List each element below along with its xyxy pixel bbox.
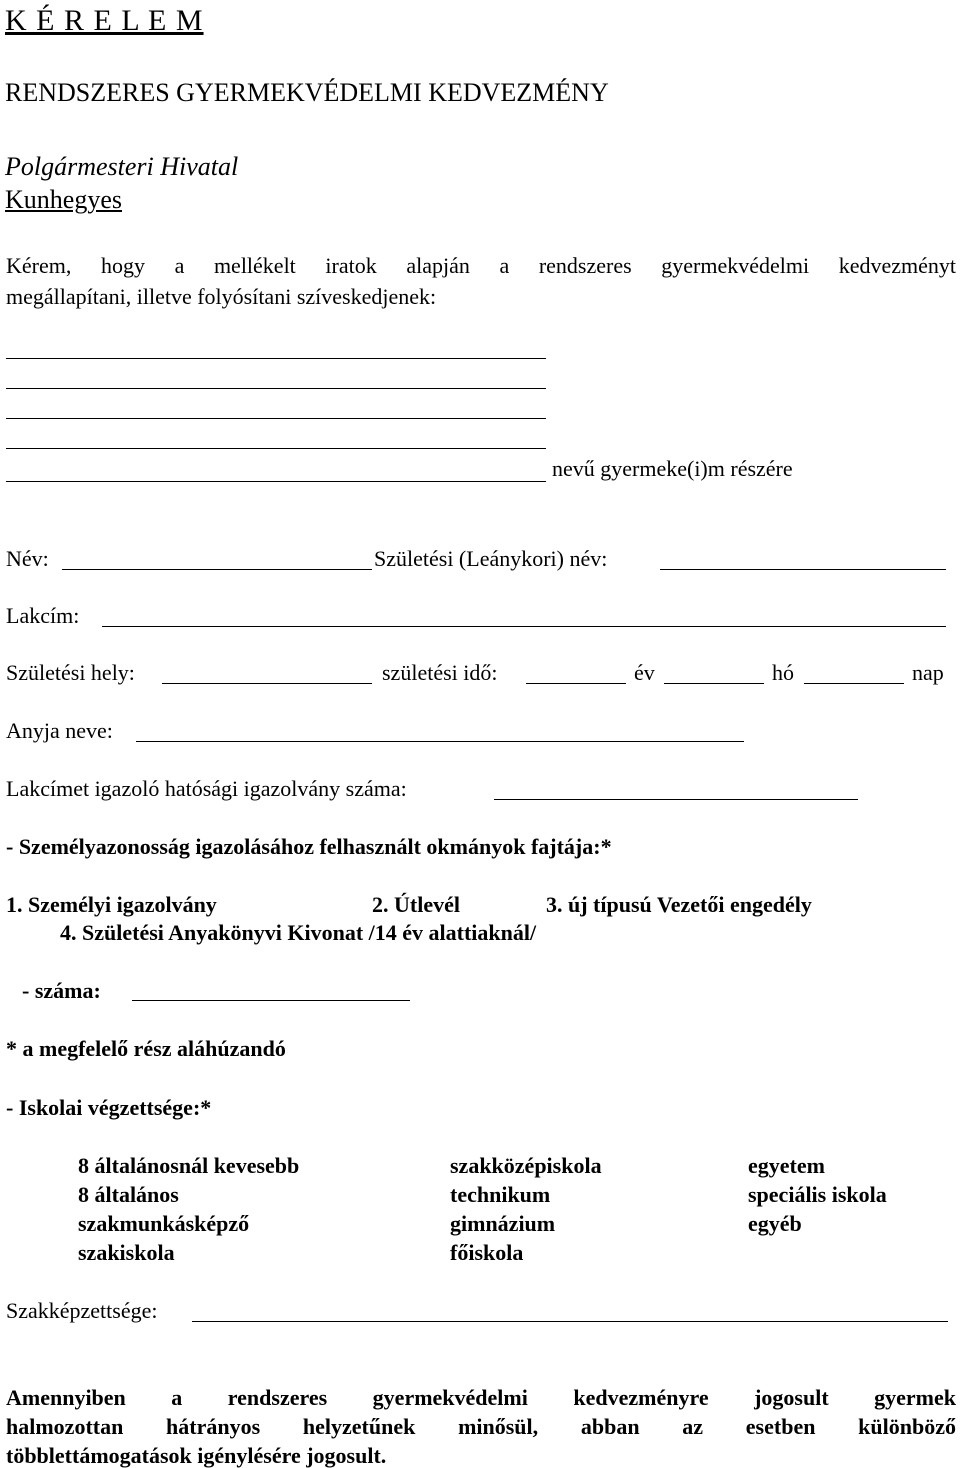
education-option[interactable]: 8 általánosnál kevesebb — [78, 1153, 300, 1178]
birth-place-field[interactable] — [162, 683, 372, 684]
address-field[interactable] — [102, 626, 946, 627]
child-name-line-4[interactable] — [6, 448, 546, 449]
intro-line-2: megállapítani, illetve folyósítani szíveskedjenek: — [6, 284, 437, 309]
child-name-line-1[interactable] — [6, 358, 546, 359]
intro-line-1: Kérem, hogy a mellékelt iratok alapján a rendszeres gyermekvédelmi kedvezményt — [6, 253, 956, 278]
id-option-2[interactable]: 2. Útlevél — [372, 892, 460, 917]
birth-name-label: Születési (Leánykori) név: — [374, 546, 608, 571]
day-label: nap — [912, 660, 944, 685]
education-option[interactable]: szakmunkásképző — [78, 1211, 250, 1236]
child-name-line-2[interactable] — [6, 388, 546, 389]
birth-date-label: születési idő: — [382, 660, 498, 685]
education-option[interactable]: 8 általános — [78, 1182, 179, 1207]
closing-line-3: többlettámogatások igénylésére jogosult. — [6, 1443, 387, 1468]
office-name: Polgármesteri Hivatal — [5, 152, 239, 181]
birth-name-field[interactable] — [660, 569, 946, 570]
address-label: Lakcím: — [6, 603, 80, 628]
education-option[interactable]: szakközépiskola — [450, 1153, 602, 1178]
form-title: K É R E L E M — [5, 4, 204, 37]
child-name-line-3[interactable] — [6, 418, 546, 419]
town-name: Kunhegyes — [5, 185, 122, 214]
education-option[interactable]: speciális iskola — [748, 1182, 887, 1207]
year-label: év — [634, 660, 655, 685]
qualification-label: Szakképzettsége: — [6, 1298, 158, 1323]
name-label: Név: — [6, 546, 49, 571]
education-option[interactable]: főiskola — [450, 1240, 524, 1265]
birth-month-field[interactable] — [664, 683, 764, 684]
id-option-3[interactable]: 3. új típusú Vezetői engedély — [546, 892, 812, 917]
id-number-label: - száma: — [22, 978, 101, 1003]
education-option[interactable]: szakiskola — [78, 1240, 175, 1265]
birth-year-field[interactable] — [526, 683, 626, 684]
child-name-line-5[interactable] — [6, 481, 546, 482]
name-field[interactable] — [62, 569, 372, 570]
birth-day-field[interactable] — [804, 683, 904, 684]
address-card-label: Lakcímet igazoló hatósági igazolvány száma: — [6, 776, 407, 801]
education-option[interactable]: egyéb — [748, 1211, 802, 1236]
identity-heading: - Személyazonosság igazolásához felhasznált okmányok fajtája:* — [6, 834, 612, 859]
children-suffix: nevű gyermeke(i)m részére — [552, 456, 793, 481]
underline-note: * a megfelelő rész aláhúzandó — [6, 1036, 286, 1061]
closing-line-2: halmozottan hátrányos helyzetűnek minősül, abban az esetben különböző — [6, 1414, 956, 1439]
id-number-field[interactable] — [132, 1000, 410, 1001]
education-heading: - Iskolai végzettsége:* — [6, 1095, 212, 1120]
education-option[interactable]: technikum — [450, 1182, 551, 1207]
form-subtitle: RENDSZERES GYERMEKVÉDELMI KEDVEZMÉNY — [5, 78, 609, 107]
education-option[interactable]: egyetem — [748, 1153, 825, 1178]
mother-name-field[interactable] — [136, 741, 744, 742]
id-option-4[interactable]: 4. Születési Anyakönyvi Kivonat /14 év alattiaknál/ — [60, 920, 537, 945]
mother-name-label: Anyja neve: — [6, 718, 113, 743]
education-option[interactable]: gimnázium — [450, 1211, 556, 1236]
address-card-field[interactable] — [494, 799, 858, 800]
month-label: hó — [772, 660, 794, 685]
qualification-field[interactable] — [192, 1321, 948, 1322]
id-option-1[interactable]: 1. Személyi igazolvány — [6, 892, 217, 917]
birth-place-label: Születési hely: — [6, 660, 135, 685]
closing-line-1: Amennyiben a rendszeres gyermekvédelmi kedvezményre jogosult gyermek — [6, 1385, 956, 1410]
